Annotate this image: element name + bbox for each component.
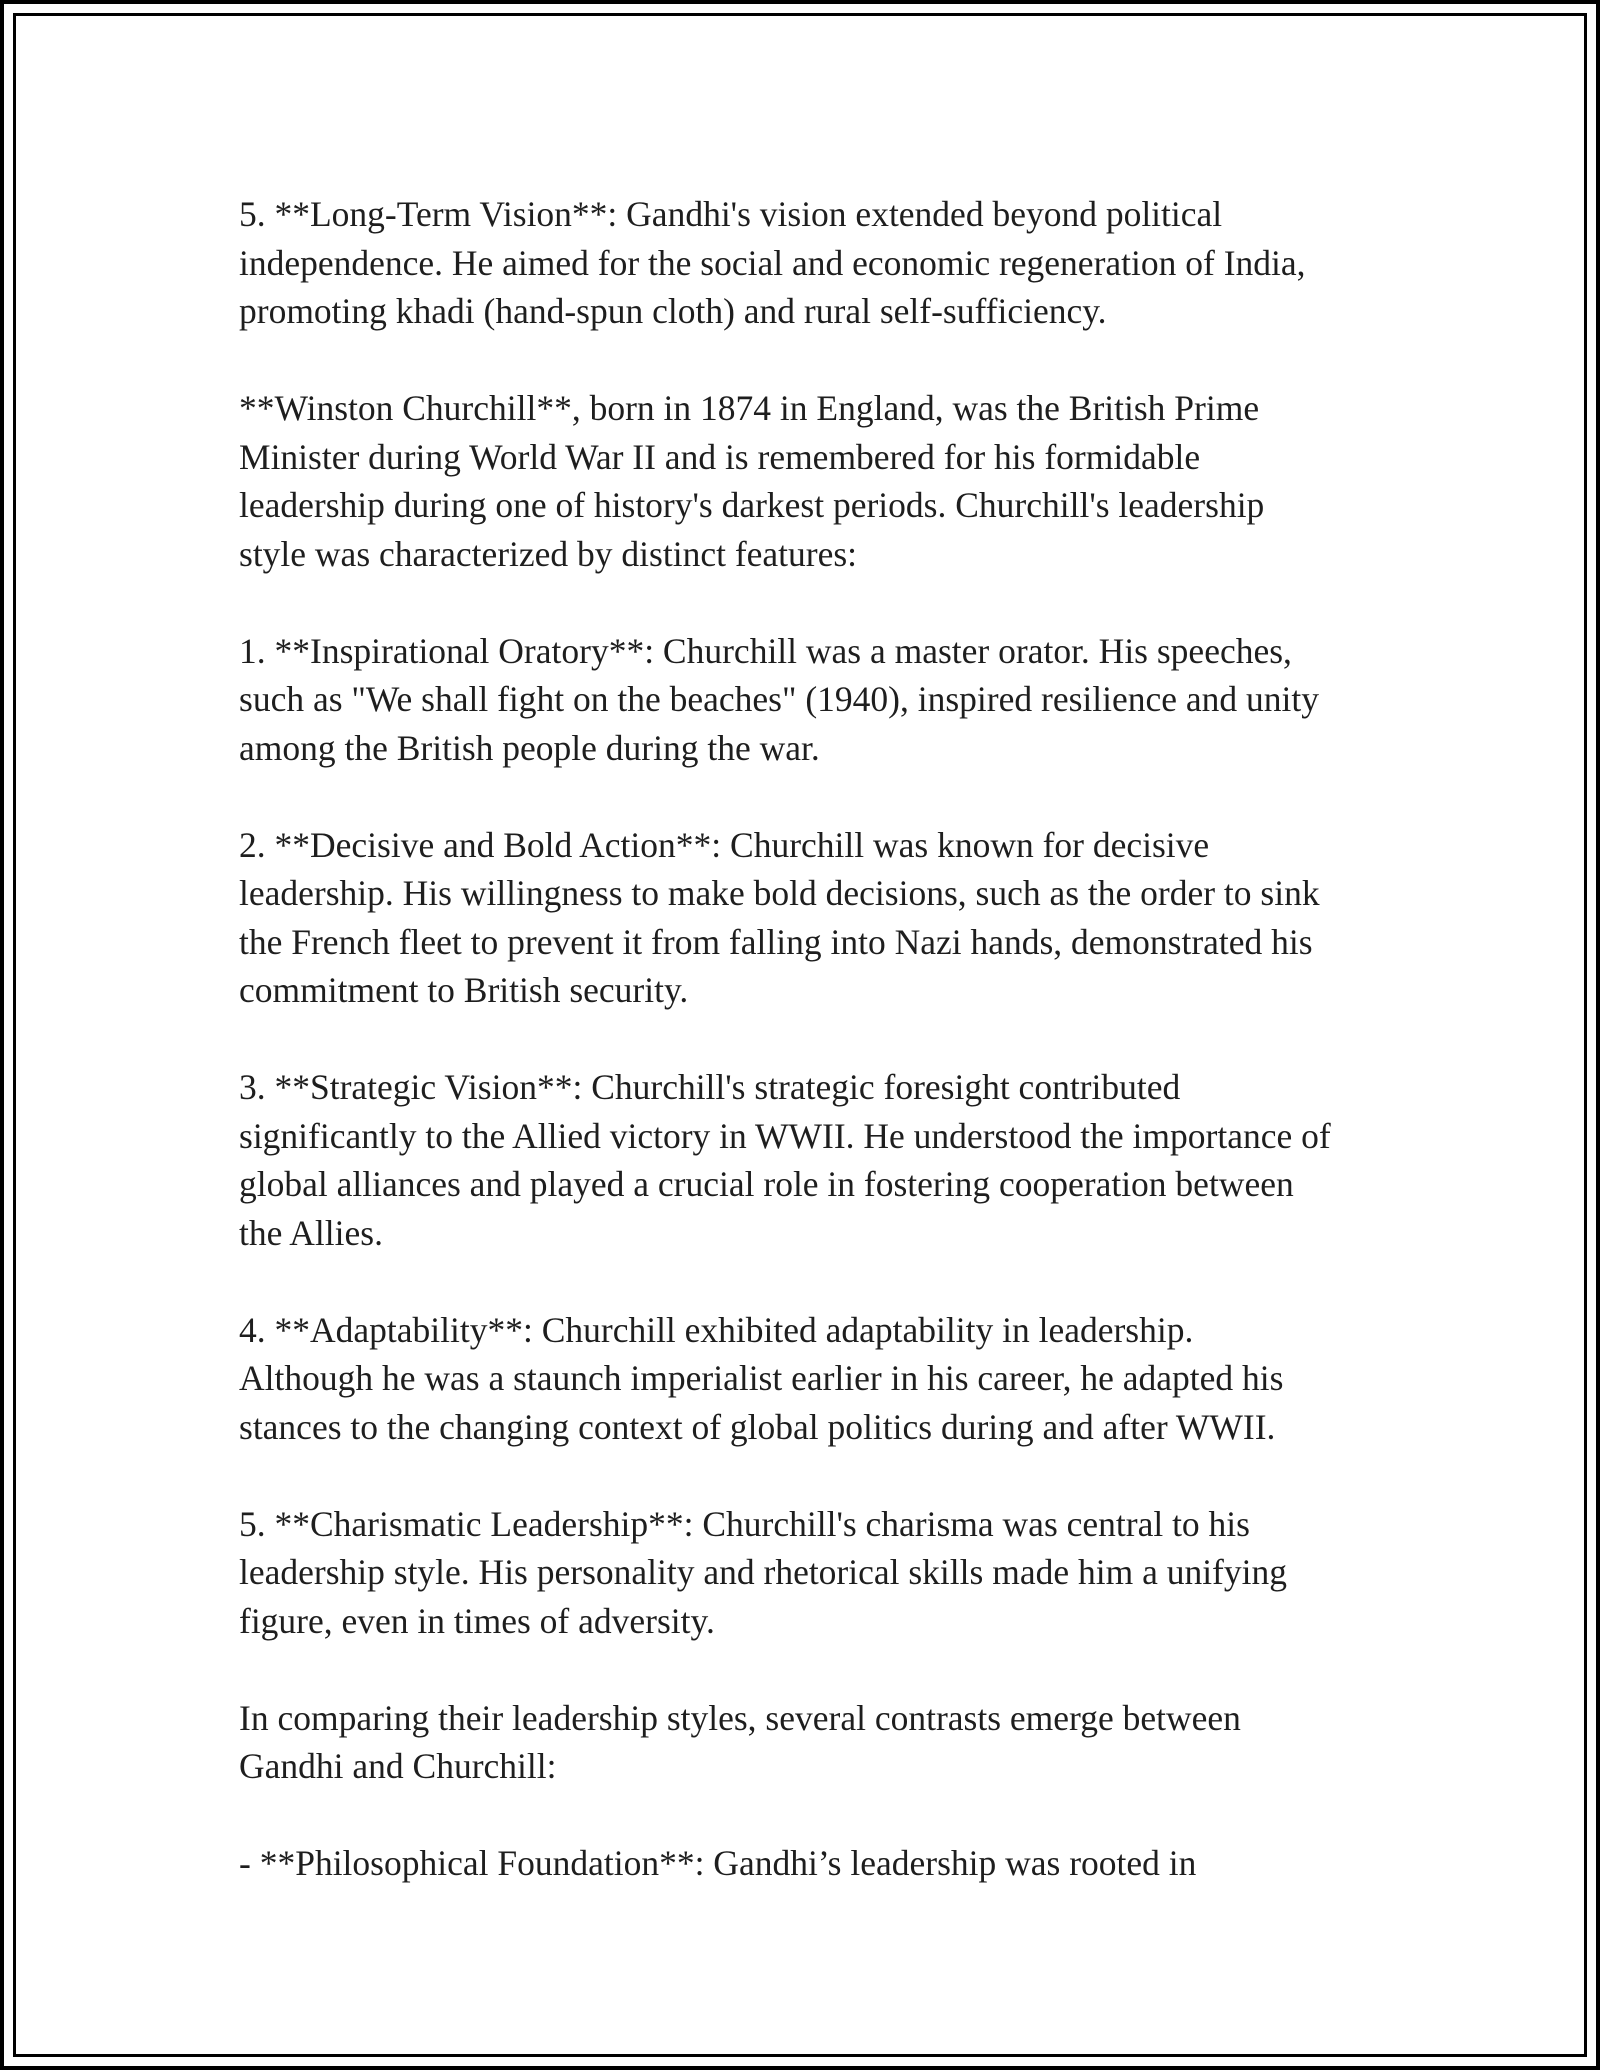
paragraph-gandhi-long-term-vision: 5. **Long-Term Vision**: Gandhi's vision extended beyond political independence. He aimed for the social and economic regeneration of India, promoting khadi (hand-spun cloth) and rural self-sufficiency. — [239, 194, 1306, 331]
paragraph-churchill-charisma: 5. **Charismatic Leadership**: Churchill's charisma was central to his leadership style. His personality and rhetorical skills made him a unifying figure, even in times of adversity. — [239, 1503, 1287, 1641]
paragraph-churchill-oratory: 1. **Inspirational Oratory**: Churchill was a master orator. His speeches, such as "We shall fight on the beaches" (1940), inspired resilience and unity among the British people during the war. — [239, 630, 1319, 768]
paragraph-philosophical-foundation: - **Philosophical Foundation**: Gandhi’s leadership was rooted in — [239, 1843, 1197, 1883]
paragraph-churchill-adaptability: 4. **Adaptability**: Churchill exhibited adaptability in leadership. Although he was a staunch imperialist earlier in his career, he adapted his stances to the changing context of global politics during and after WWII. — [239, 1309, 1284, 1447]
paragraph-churchill-strategic-vision: 3. **Strategic Vision**: Churchill's strategic foresight contributed significantly to the Allied victory in WWII. He understood the importance of global alliances and played a crucial role in fostering cooperation between the Allies. — [239, 1067, 1331, 1253]
paragraph-comparison-intro: In comparing their leadership styles, several contrasts emerge between Gandhi and Churchill: — [239, 1697, 1241, 1786]
paragraph-churchill-intro: **Winston Churchill**, born in 1874 in England, was the British Prime Minister during World War II and is remembered for his formidable leadership during one of history's darkest periods. Churchill's leadership style was characterized by distinct features: — [239, 388, 1265, 574]
document-body — [239, 190, 1379, 1888]
paragraph-churchill-decisive-action: 2. **Decisive and Bold Action**: Churchill was known for decisive leadership. His willingness to make bold decisions, such as the order to sink the French fleet to prevent it from falling into Nazi hands, demonstrated his commitment to British security. — [239, 824, 1320, 1010]
